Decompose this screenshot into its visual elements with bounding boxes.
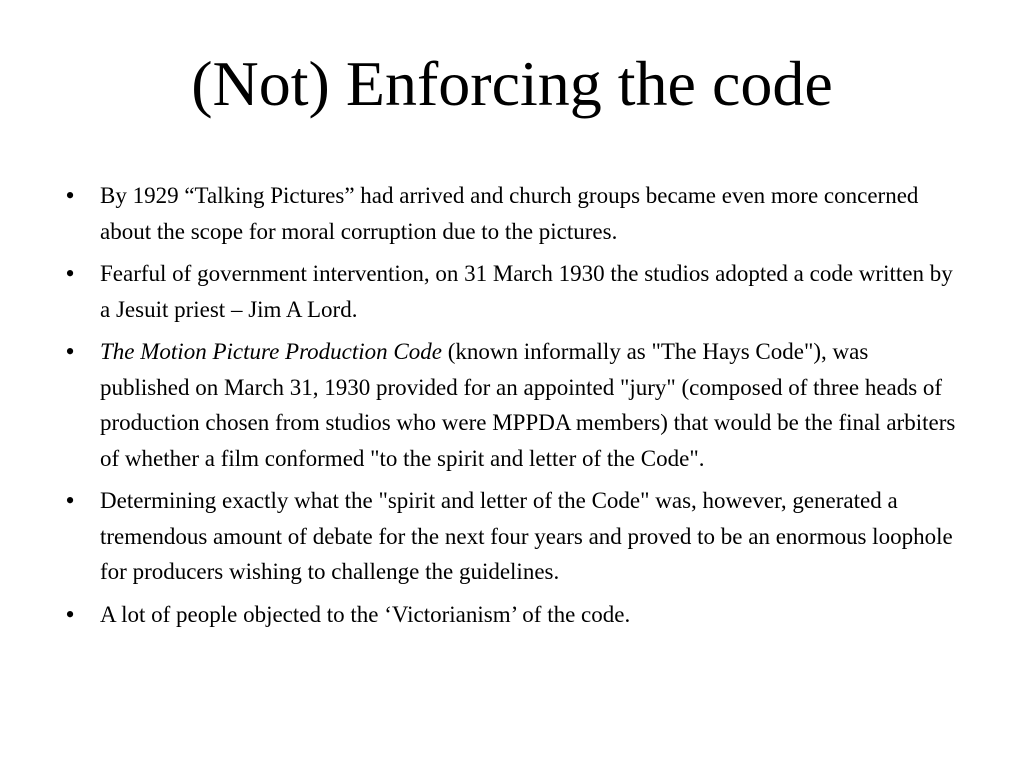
bullet-item-2 xyxy=(60,256,960,327)
bullet-icon: • xyxy=(65,259,75,288)
bullet-text: Fearful of government intervention, on 31 March 1930 the studios adopted a code written by a Jesuit priest – Jim A Lord. xyxy=(100,261,953,322)
bullet-icon: • xyxy=(65,337,75,366)
bullet-item-3 xyxy=(60,334,960,476)
bullet-icon: • xyxy=(65,599,75,629)
bullet-item-1 xyxy=(60,178,960,249)
bullet-text: By 1929 “Talking Pictures” had arrived and church groups became even more concerned about the scope for moral corruption due to the pictures. xyxy=(100,183,919,244)
bullet-text: A lot of people objected to the ‘Victorianism’ of the code. xyxy=(100,601,631,627)
slide-title: (Not) Enforcing the code xyxy=(191,48,833,119)
bullet-italic-lead: The Motion Picture Production Code xyxy=(100,339,442,364)
bullet-text: Determining exactly what the "spirit and letter of the Code" was, however, generated a tremendous amount of debate for the next four years and proved to be an enormous loophole for producers wishing to challenge the guidelines. xyxy=(100,488,953,584)
bullet-item-5 xyxy=(60,597,960,633)
bullet-icon: • xyxy=(65,486,75,515)
bullet-list xyxy=(60,178,960,639)
bullet-icon: • xyxy=(65,181,75,210)
bullet-item-4 xyxy=(60,483,960,590)
bullet-text: (known informally as "The Hays Code"), was published on March 31, 1930 provided for an appointed "jury" (composed of three heads of production chosen from studios who were MPPDA members) that would be the final arbiters of whether a film conformed "to the spirit and letter of the Code". xyxy=(100,339,956,471)
